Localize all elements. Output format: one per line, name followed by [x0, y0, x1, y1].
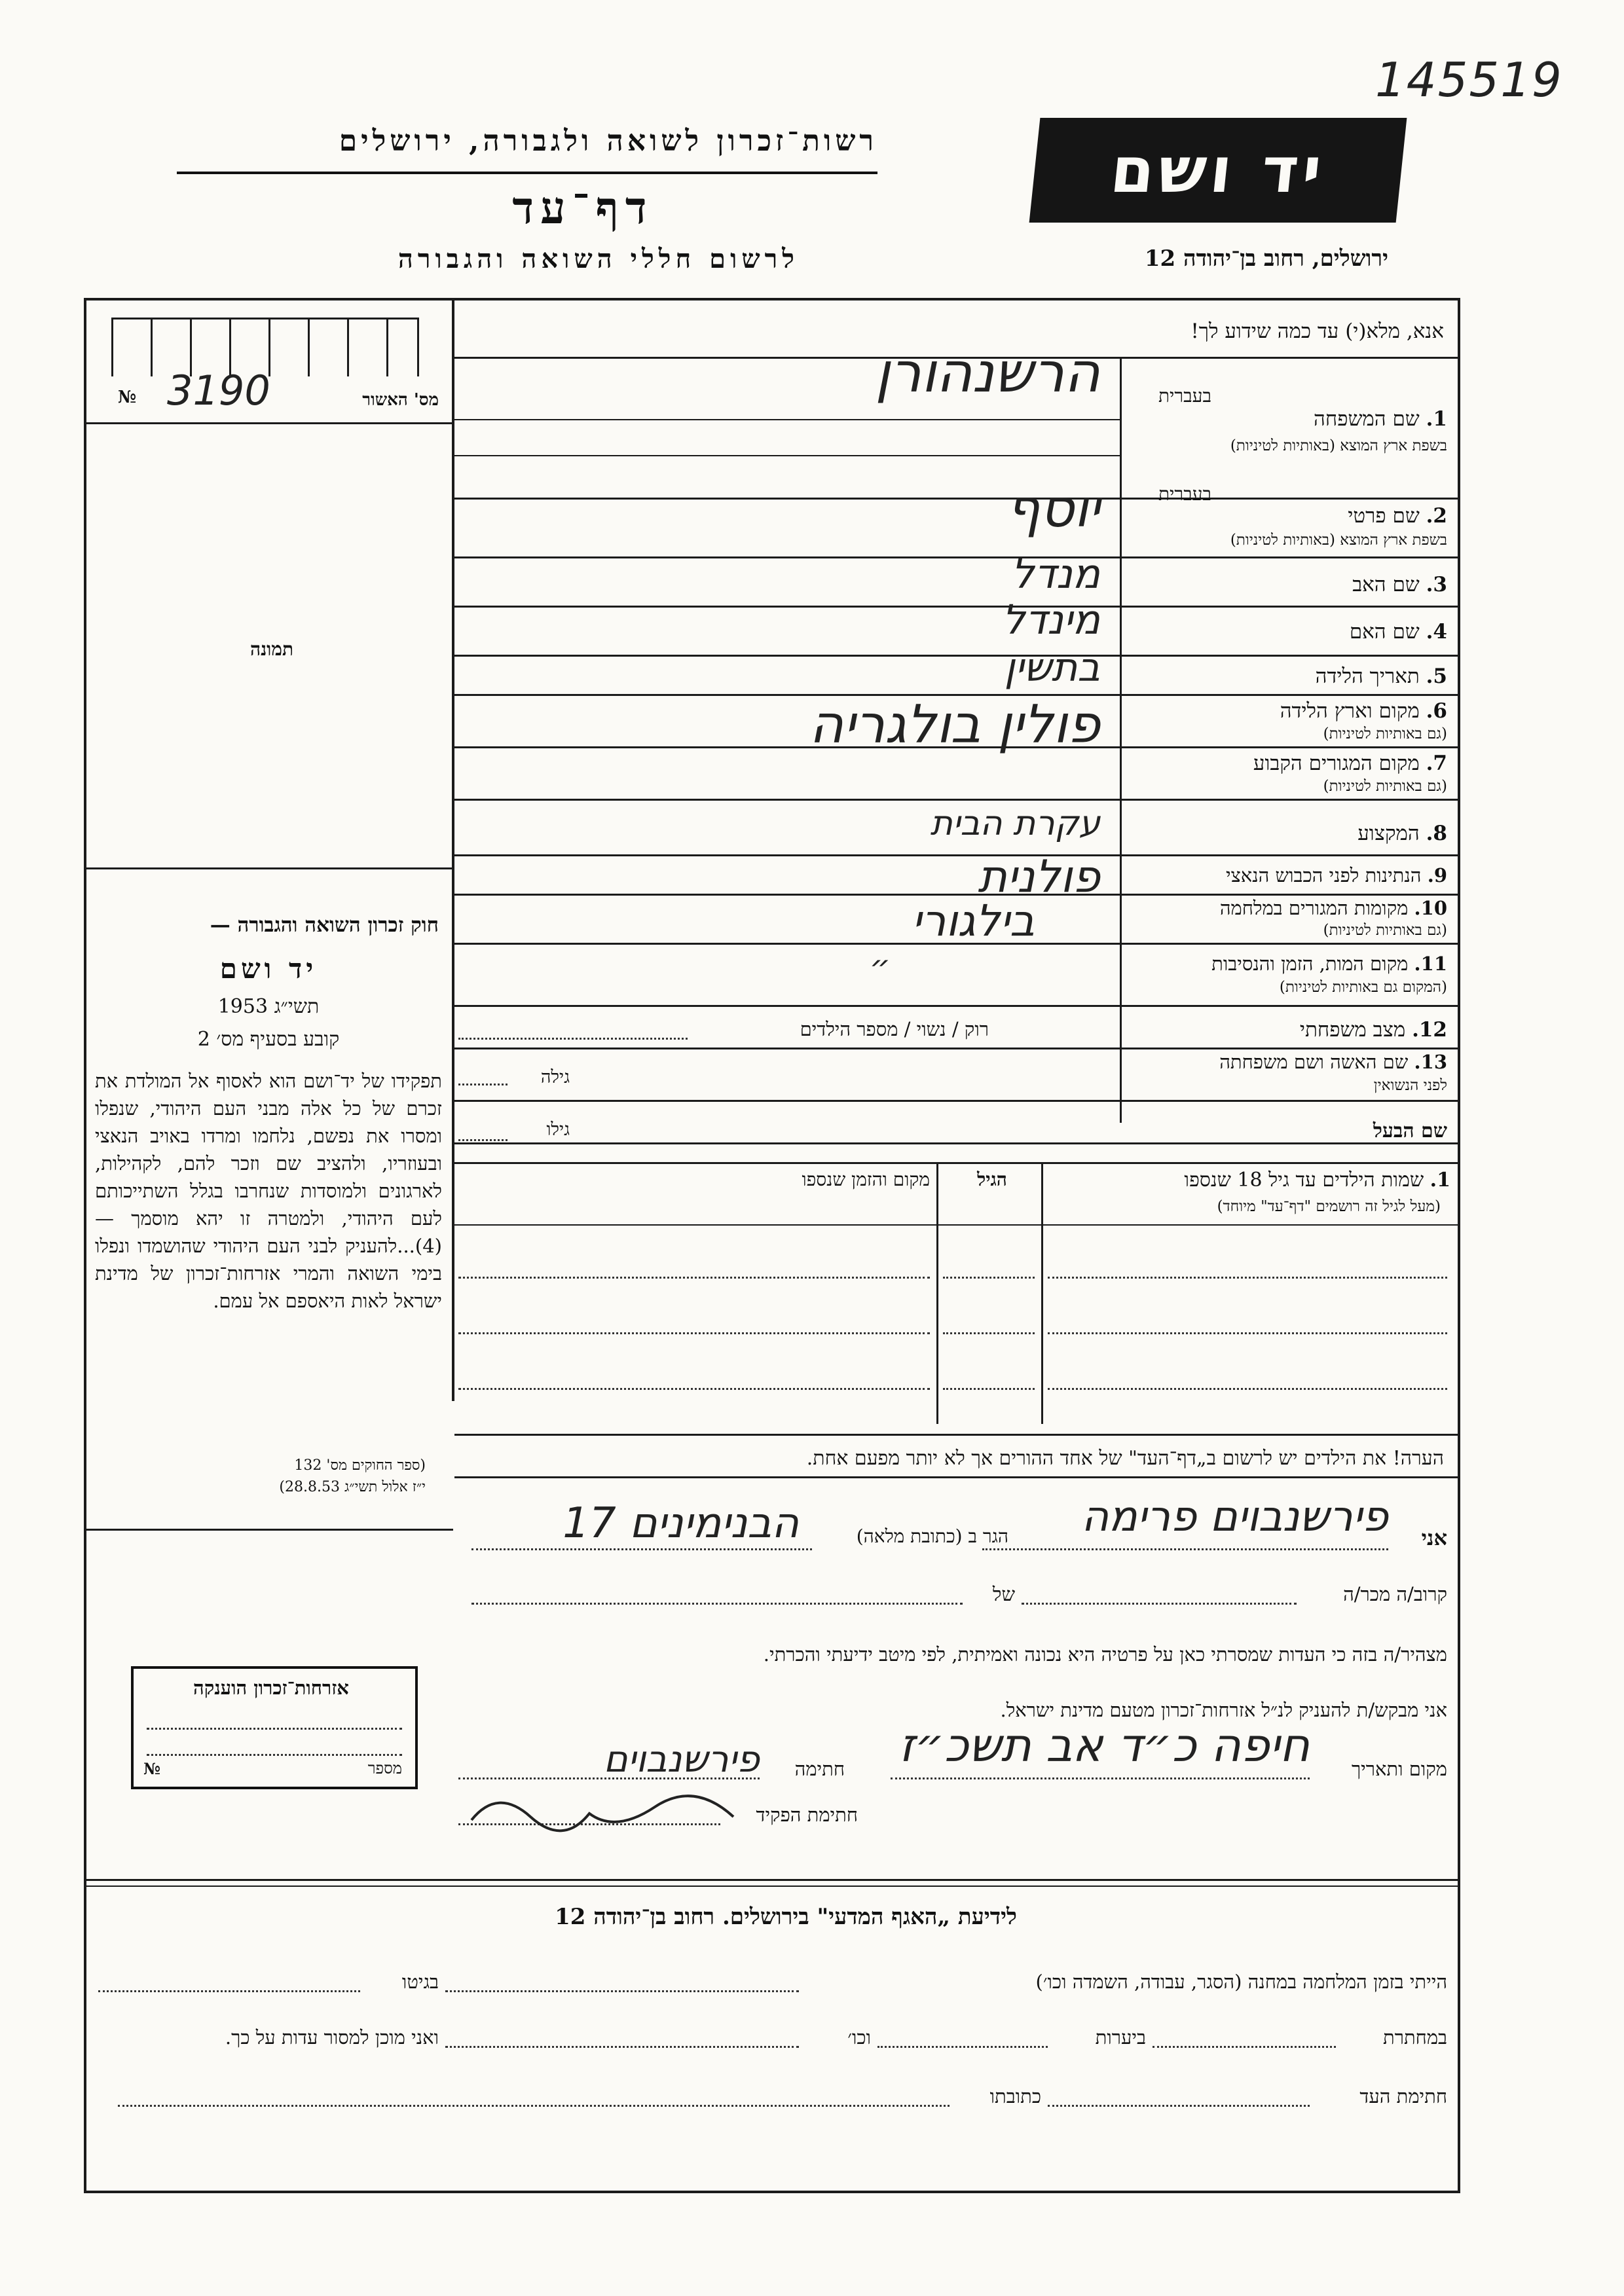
clerk-signature-label: חתימת הפקיד [756, 1804, 858, 1826]
field-9-number: 9. [1427, 864, 1447, 886]
field-2-text: שם פרטי [1348, 504, 1420, 528]
note-text: הערה! את הילדים יש לרשום ב„דף־העד" של אחד ההורים אך לא יותר מפעם אחת. [806, 1447, 1444, 1470]
law-year-hebrew: תשי״ג [274, 995, 320, 1018]
field-5-value: בתשין [1004, 645, 1100, 691]
marital-options: רוק / נשוי / מספר הילדים [800, 1018, 989, 1040]
husband-age-label: גילו [546, 1120, 570, 1140]
field-13-text: שם האשה ושם משפחתה [1219, 1051, 1409, 1073]
field-2-number: 2. [1426, 504, 1447, 528]
field-1-number: 1. [1426, 407, 1447, 431]
yad-vashem-logo [1029, 118, 1407, 223]
law-date: י״ז אלול תשי״ג 28.8.53) [279, 1479, 426, 1495]
footer-line2-c: וכו׳ [847, 2026, 871, 2049]
field-5-text: תאריך הלידה [1315, 665, 1420, 688]
field-8-value: עקרת הבית [930, 804, 1100, 843]
field-1-label [1218, 407, 1447, 431]
field-6-text: מקום וארץ הלידה [1280, 699, 1420, 723]
footer-line2-a: במחתרת [1383, 2026, 1447, 2049]
declaration-of: של [992, 1583, 1015, 1605]
footer-line1-b: בגיטו [401, 1971, 439, 1993]
footer-line3-b: כתובתו [989, 2085, 1041, 2107]
law-source: (ספר החוקים מס' 132 [294, 1457, 426, 1474]
field-9-text: הנתינות לפני הכבוש הנאצי [1226, 864, 1422, 886]
law-year [98, 995, 439, 1018]
footer-line3-a: חתימת העד [1359, 2085, 1447, 2107]
field-10-value: בילגורי [912, 896, 1035, 946]
law-text: תפקידו של יד־ושם הוא לאסוף אל המולדת את זכרם של כל אלה מבני העם היהודי, שנפלו ומסרו את נפשם, נלחמו ומרדו באויב הנאצי ובעוזריו, ולהציב שם וזכר להם, לקהילות, לארגונים ולמוסדות שנחרבו בגלל השתייכותם לעם היהודי, ולמטרה זו יהא מוסמך — (4)...להעניק לבני העם היהודי שהושמדו ונפלו בימי השואה והמרי אזרחות־זכרון של מדינת ישראל לאות היאספם אל עמם. [95, 1070, 442, 1312]
field-11-text: מקום המות, הזמן והנסיבות [1211, 953, 1409, 975]
field-5-number: 5. [1426, 665, 1447, 688]
children-sub: (מעל לגיל זה רושמים "דף־עד" מיוחד) [1217, 1198, 1441, 1215]
field-13-label [1123, 1051, 1447, 1074]
field-8-text: המקצוע [1357, 822, 1420, 845]
field-1-value: הרשנהורן [875, 340, 1100, 405]
field-1-text: שם המשפחה [1314, 407, 1420, 431]
husband-label: שם הבעל [1373, 1120, 1447, 1142]
footer-line2-d: ואני מוכן למסור עדות על כך. [225, 2026, 439, 2049]
field-2-value: יוסף [1006, 478, 1100, 539]
header-address: ירושלים, רחוב בן־יהודה 12 [1144, 246, 1388, 272]
citizenship-title: אזרחות־זכרון הוענקה [193, 1677, 349, 1699]
field-8-label [1153, 822, 1447, 845]
logo-text: יד ושם [1107, 134, 1329, 207]
children-title-text: שמות הילדים עד גיל 18 שנספו [1184, 1169, 1424, 1192]
field-6-label [1153, 699, 1447, 723]
wife-age-label: גילה [540, 1067, 570, 1087]
children-col-age: הגיל [977, 1169, 1007, 1190]
field-3-label [1153, 573, 1447, 596]
declaration-ani: אני [1421, 1525, 1447, 1550]
footer-line1-a: הייתי בזמן המלחמה במחנה (הסגר, עבודה, השמדה וכו׳) [1035, 1971, 1447, 1993]
children-col-place: מקום והזמן שנספו [802, 1169, 930, 1190]
photo-label: תמונה [249, 638, 294, 660]
field-10-text: מקומות המגורים במלחמה [1219, 897, 1409, 919]
place-date-value: חיפה כ״ד אב תשכ״ז [898, 1719, 1310, 1772]
law-clause: קובע בסעיף מס׳ 2 [197, 1028, 340, 1051]
field-2-hebrew-label: בעברית [1158, 483, 1211, 505]
field-12-text: מצב משפחתי [1299, 1018, 1406, 1042]
citizenship-box [131, 1666, 418, 1789]
children-title [1048, 1169, 1450, 1192]
field-12-label [1153, 1018, 1447, 1042]
field-1-hebrew-label: בעברית [1158, 385, 1211, 407]
field-6-value: פולין בולגריה [809, 694, 1100, 755]
law-name: יד ושם [219, 953, 318, 985]
field-2-label [1218, 504, 1447, 528]
field-10-number: 10. [1414, 897, 1447, 919]
place-date-label: מקום ותאריך [1351, 1758, 1447, 1780]
form-title: דף־עד [512, 182, 654, 234]
field-11-number: 11. [1414, 953, 1447, 975]
field-12-number: 12. [1412, 1018, 1447, 1042]
field-7-number: 7. [1426, 752, 1447, 775]
field-2-sub: בשפת ארץ המוצא (באותיות לטיניות) [1230, 532, 1447, 549]
form-subtitle: לרשום חללי השואה והגבורה [397, 244, 799, 274]
cert-label: מס' האשור [362, 390, 439, 410]
field-6-number: 6. [1426, 699, 1447, 723]
field-7-label [1153, 752, 1447, 775]
field-3-number: 3. [1426, 573, 1447, 596]
declarant-name: פירשנבוים פרימה [1081, 1493, 1388, 1541]
field-4-text: שם האם [1349, 620, 1420, 644]
field-4-label [1153, 620, 1447, 644]
underline-institution [177, 172, 877, 174]
declarant-address: הבנימינים 17 [563, 1499, 799, 1548]
signature-value: פירשנבוים [603, 1738, 760, 1781]
field-6-sub: (גם באותיות לטיניות) [1323, 725, 1447, 742]
declaration-request: אני מבקש/ת להעניק לנ״ל אזרחות־זכרון מטעם מדינת ישראל. [1000, 1699, 1447, 1721]
law-year-number: 1953 [217, 995, 268, 1018]
citizenship-number-label: מספר [367, 1759, 402, 1777]
declaration-statement: מצהיר/ה בזה כי העדות שמסרתי כאן על פרטיה היא נכונה ואמיתית, לפי מיטב ידיעתי והכרתי. [763, 1643, 1447, 1666]
field-1-sub: בשפת ארץ המוצא (באותיות לטיניות) [1230, 437, 1447, 454]
field-4-number: 4. [1426, 620, 1447, 644]
footer-title: לידיעת „האגף המדעי" בירושלים. רחוב בן־יהודה 12 [555, 1904, 1017, 1930]
field-5-label [1153, 665, 1447, 688]
field-9-label [1123, 864, 1447, 887]
signature-label: חתימה [794, 1758, 845, 1780]
field-4-value: מינדל [1002, 596, 1100, 644]
field-13-sub: לפני הנשואין [1373, 1077, 1447, 1094]
field-3-text: שם האב [1352, 573, 1420, 596]
field-3-value: מנדל [1010, 550, 1100, 598]
footer-line2-b: ביערות [1095, 2026, 1146, 2049]
children-number: 1. [1430, 1169, 1450, 1192]
field-11-label [1123, 953, 1447, 975]
cert-number: 3190 [167, 367, 270, 414]
institution-name: רשות־זכרון לשואה ולגבורה, ירושלים [339, 124, 877, 158]
field-8-number: 8. [1426, 822, 1447, 845]
citizenship-no: № [143, 1759, 161, 1778]
archive-stamp-number: 145519 [1375, 52, 1563, 107]
field-11-value: ״ [869, 948, 891, 986]
field-7-sub: (גם באותיות לטיניות) [1323, 778, 1447, 795]
declaration-relative: קרוב/ה מכר/ה [1343, 1583, 1447, 1605]
declaration-resides: הגר ב (כתובת מלאה) [856, 1525, 1008, 1547]
law-title: חוק זכרון השואה והגבורה — [210, 913, 439, 937]
clerk-signature-scribble [458, 1781, 753, 1840]
field-10-label [1123, 897, 1447, 920]
field-13-number: 13. [1414, 1051, 1447, 1073]
field-10-sub: (גם באותיות לטיניות) [1323, 922, 1447, 939]
cert-no-label: № [118, 388, 137, 407]
field-9-value: פולנית [978, 851, 1100, 903]
field-11-sub: (המקום גם באותיות לטיניות) [1279, 979, 1447, 996]
intro-text: אנא, מלא(י) עד כמה שידוע לך! [1190, 319, 1444, 343]
field-7-text: מקום המגורים הקבוע [1253, 752, 1420, 775]
